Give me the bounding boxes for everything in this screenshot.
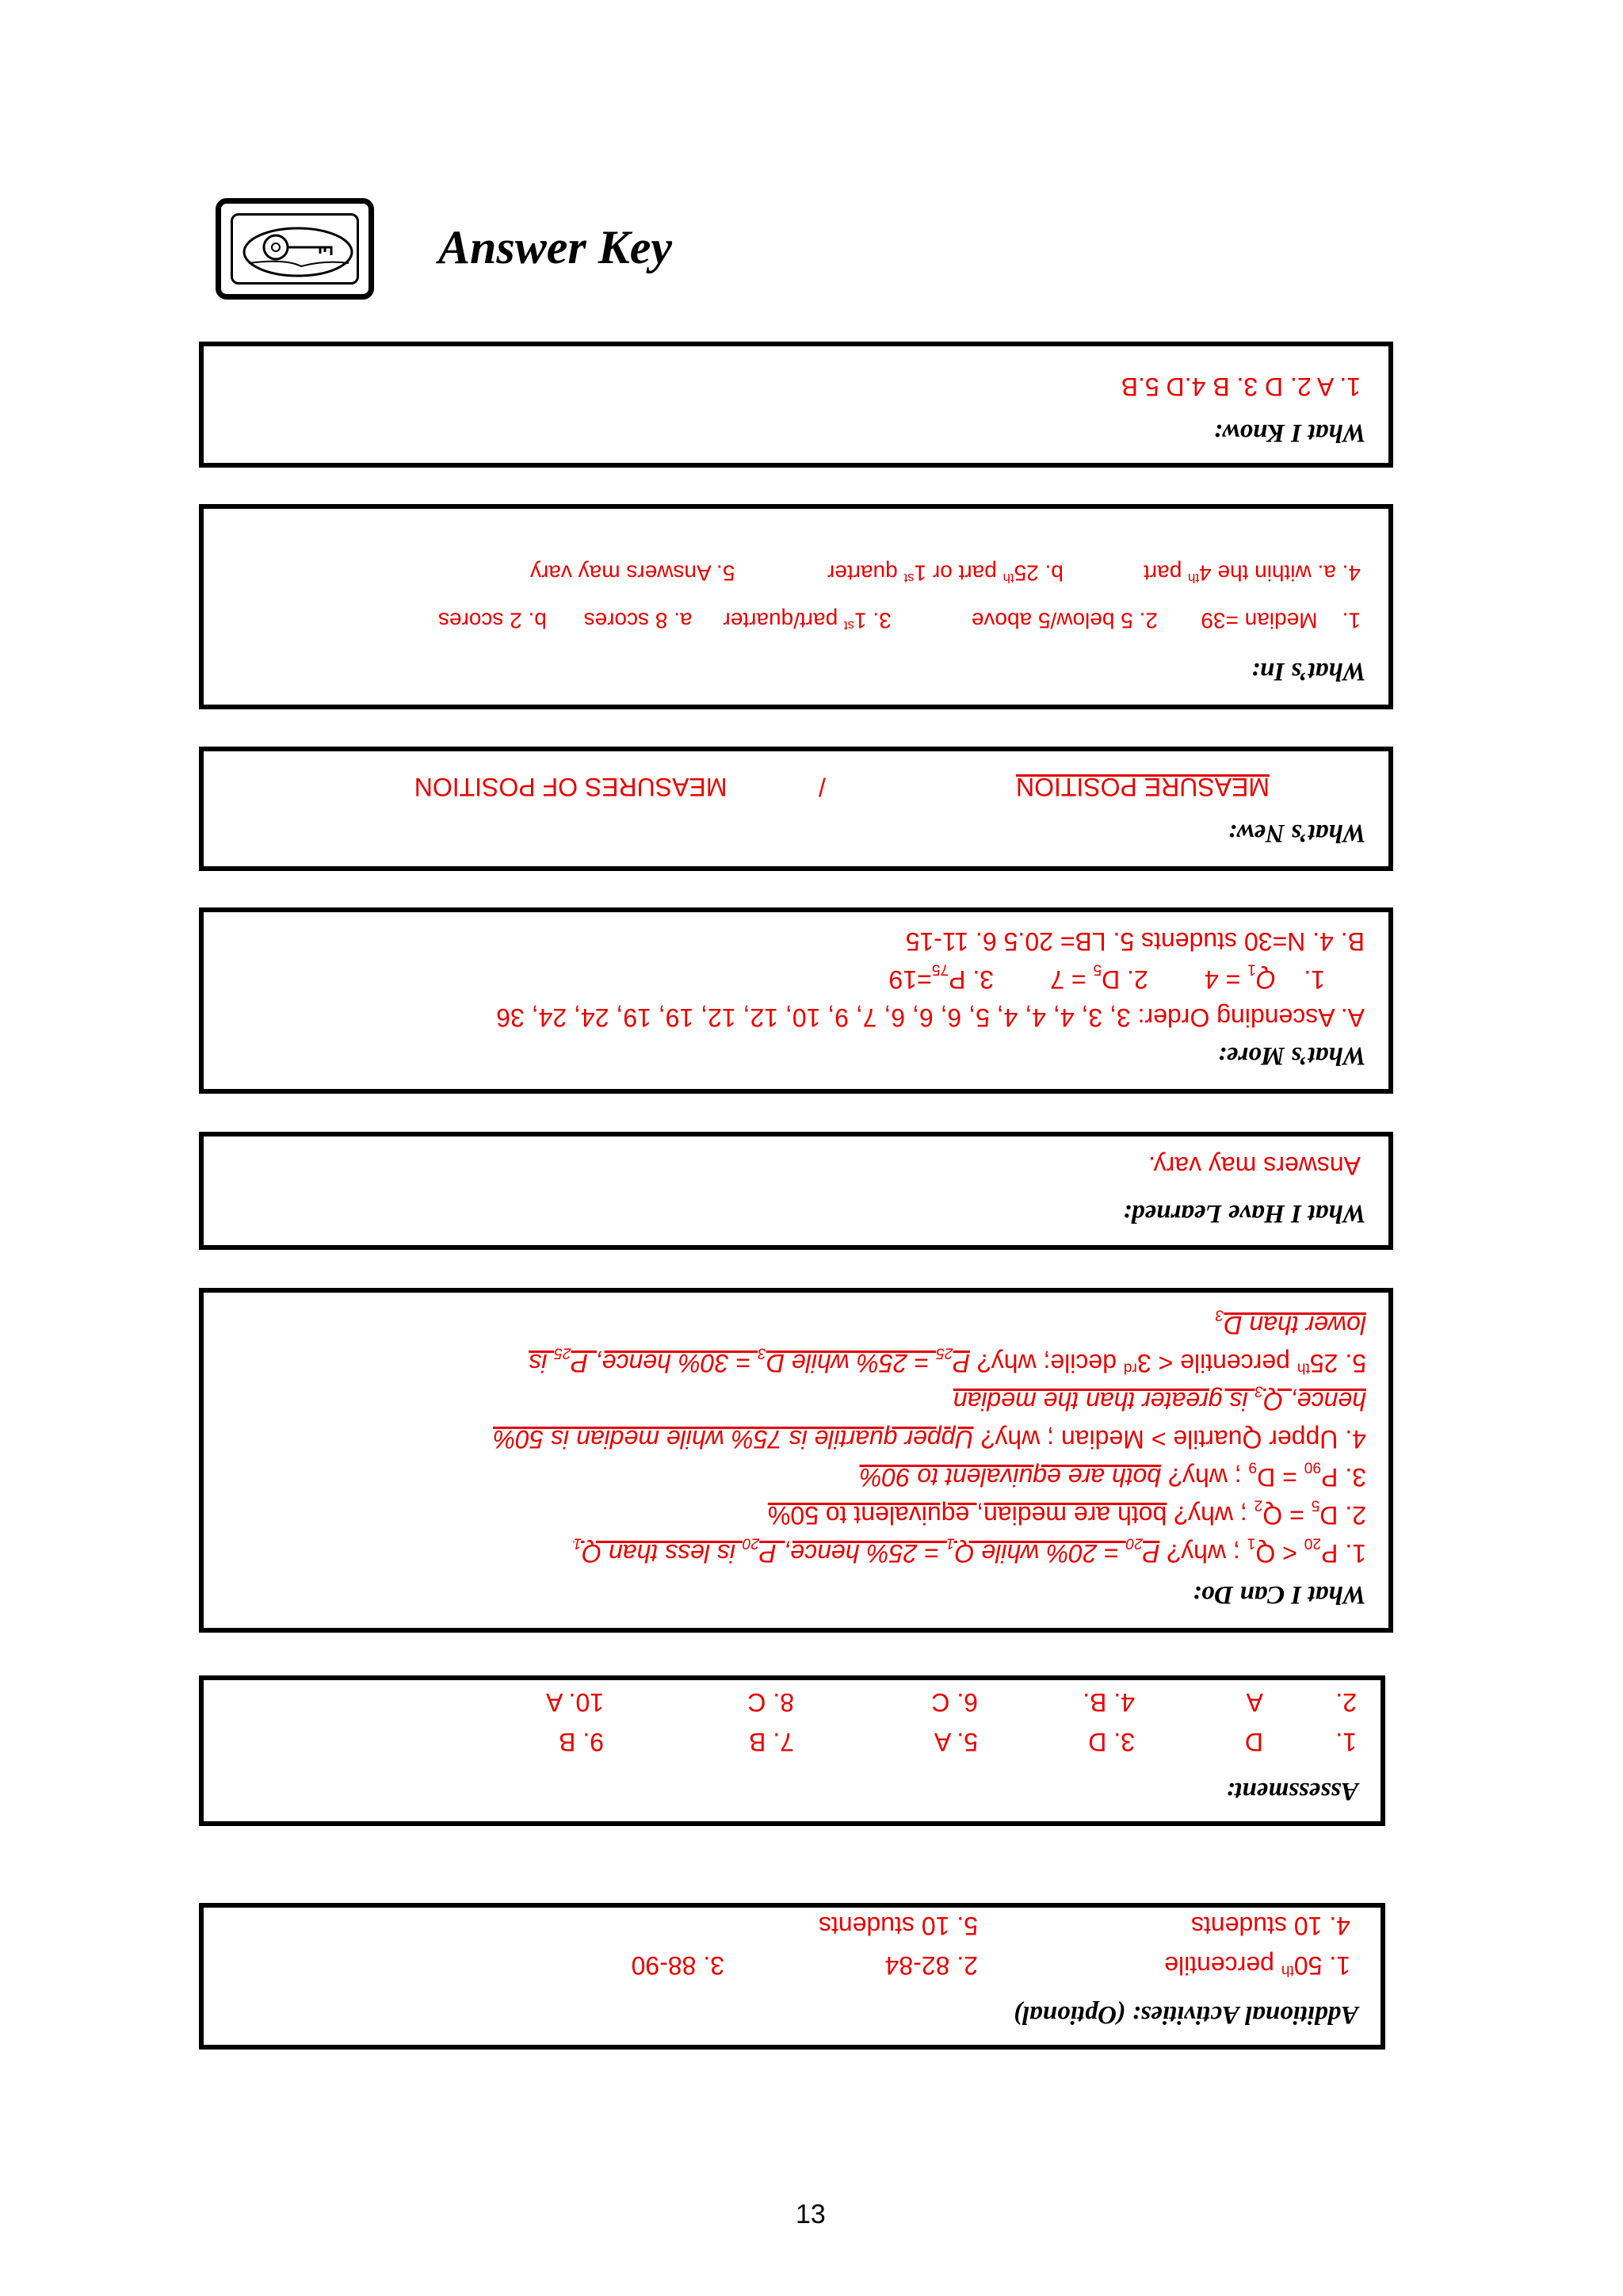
page-title: Answer Key [438,221,673,273]
section-assessment: Assessment: 1. D 3. D 5. A 7. B 9. B 2. A 4. B. 6. C 8. C 10. A [199,1675,1385,1826]
section-heading: What’s New: [1228,819,1366,847]
section-heading: What’s More: [1217,1041,1366,1070]
answer-line: 3. $P_{90} = D_9$ ; why? both are equivalent to 90% [859,1458,1366,1492]
answer-line: A. Ascending Order: 3, 3, 4, 4, 4, 5, 6, 6, 6, 7, 9, 10, 12, 12, 19, 19, 24, 24, 36 [496,1003,1365,1032]
answer-line: 1. Median =39 2. 5 below/5 above 3. 1st part/quarter a. 8 scores b. 2 scores [437,608,1361,633]
key-icon-box [216,198,374,300]
section-heading: What’s In: [1251,657,1366,686]
section-heading: What I Have Learned: [1122,1199,1366,1228]
answer-line: B. 4. N=30 students 5. LB= 20.5 6. 11-15 [905,927,1365,956]
answer-line: 4. a. within the 4th part b. 25th part or 1st quarter 5. Answers may vary [530,560,1361,586]
answer-line: 2. $D_5 = Q_2$ ; why? both are median, equivalent to 50% [767,1496,1366,1530]
section-what-i-have-learned [199,1132,1393,1250]
answer-line: 1. A 2. D 3. B 4.D 5.B [1121,372,1361,401]
section-whats-more [199,907,1393,1094]
answer-line: MEASURE POSITION / MEASURES OF POSITION [414,773,1270,801]
answer-line: hence, $Q_3$ is greater than the median [953,1382,1366,1415]
answer-line: 1. $Q_1 = 4$ 2. $D_5 = 7$ 3. $P_{75}=19$ [888,961,1325,994]
answer-line: 5. 25th percentile < 3rd decile; why? $P_{25} = 25\%$ while $D_3 = 30\%$ hence, $P_{25}$ is [529,1344,1366,1377]
section-whats-in [199,504,1393,709]
answer-line: Answers may vary. [1148,1152,1361,1180]
section-heading: What I Can Do: [1192,1580,1366,1609]
section-additional-activities: Additional Activities: (Optional) 1. 50th percentile 2. 82-84 3. 88-90 4. 10 students 5. 10 students [199,1903,1385,2050]
section-heading: Assessment: [1226,1777,1358,1805]
key-icon [238,220,358,284]
section-what-i-know [199,342,1393,468]
answer-line: lower than $D_3$ [1215,1306,1366,1339]
section-heading: What I Know: [1213,418,1366,447]
section-heading: Additional Activities: (Optional) [1013,2000,1358,2029]
answer-line: 4. Upper Quartile > Median ; why? Upper quartile is 75% while median is 50% [493,1425,1366,1454]
page-number: 13 [796,2199,826,2229]
section-whats-new [199,747,1393,871]
section-what-i-can-do [199,1288,1393,1633]
answer-line: 1. $P_{20} < Q_1$ ; why? $P_{20} = 20\%$ while $Q_1 = 25\%$ hence, $P_{20}$ is less than $Q_1$ [573,1534,1366,1568]
